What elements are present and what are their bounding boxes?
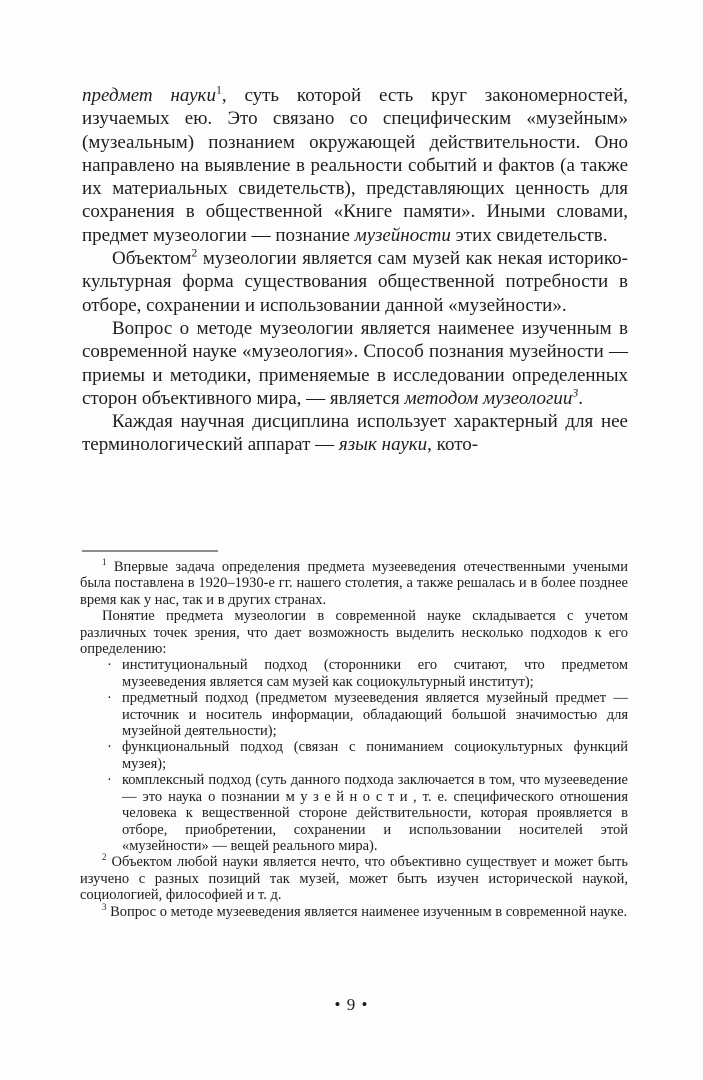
bullet-item xyxy=(80,690,628,739)
bullet-icon: · xyxy=(107,690,112,707)
text-segment: музеологии является сам музей как некая историко-культурная форма существования общественной потребности в отборе, сохранении и использовании данной «музейности». xyxy=(82,248,628,316)
footnote-separator xyxy=(82,550,218,552)
body-paragraph xyxy=(82,84,628,247)
text-segment: Вопрос о методе музеологии является наименее изученным в современной науке «музеология». Способ познания музейности — приемы и методики, применяемые в исследовании определенных сторон объективного мира, — является xyxy=(82,317,628,409)
footnote-paragraph xyxy=(80,559,628,608)
text-segment: комплексный подход (суть данного подхода заключается в том, что музееведение — это наука о познании xyxy=(122,772,628,805)
text-segment: Каждая научная дисциплина использует характерный для нее терминологический аппарат — xyxy=(82,411,628,456)
body-paragraph xyxy=(82,317,628,410)
footnote-marker: 2 xyxy=(191,246,198,260)
bullet-icon: · xyxy=(107,772,112,789)
bullet-icon: · xyxy=(107,739,112,756)
body-paragraph xyxy=(82,247,628,317)
text-segment: предметный подход (предметом музееведения является музейный предмет — источник и носитель информации, обладающий большой значимостью для музейной деятельности); xyxy=(122,690,628,740)
footnote-paragraph xyxy=(80,901,628,920)
text-segment: , т. е. специфического отношения человека к вещественной стороне действительности, которая проявляется в отборе, приобретении, сохранении и использовании носителей этой «музейности» — вещей реального мира). xyxy=(122,788,628,854)
text-segment: язык науки xyxy=(338,434,428,456)
footnote-marker: 2 xyxy=(102,852,107,863)
footnote-marker: 3 xyxy=(572,386,579,400)
text-segment: Вопрос о методе музееведения является наименее изученным в современной науке. xyxy=(106,903,628,920)
text-segment: институциональный подход (сторонники его считают, что предметом музееведения является сам музей как социокультурный институт); xyxy=(122,657,628,690)
bullet-item xyxy=(80,657,628,690)
text-segment: предмет науки xyxy=(82,85,216,106)
footnotes xyxy=(80,559,628,920)
text-segment: Впервые задача определения предмета музееведения отечественными учеными была поставлена в 1920–1930-е гг. нашего столетия, а также решалась и в более позднее время как у нас, так и в других странах. xyxy=(80,559,628,608)
text-segment: функциональный подход (связан с пониманием социокультурных функций музея); xyxy=(122,739,628,772)
text-segment: Понятие предмета музеологии в современной науке складывается с учетом различных точек зрения, что дает возможность выделить несколько подходов к его определению: xyxy=(80,608,628,658)
footnote-paragraph xyxy=(80,854,628,903)
text-segment: , суть которой есть круг закономерностей, изучаемых ею. Это связано со специфическим «музейным» (музеальным) познанием окружающей действительности. Оно направлено на выявление в реальности событий и фактов (а также их материальных свидетельств), представляющих ценность для сохранения в общественной «Книге памяти». Иными словами, предмет музеологии — познание xyxy=(82,85,628,246)
text-segment: Объектом любой науки является нечто, что объективно существует и может быть изучено с разных позиций так музей, может быть изучен исторической наукой, социологией, философией и т. д. xyxy=(80,854,628,904)
text-segment: этих свидетельств. xyxy=(450,224,608,246)
text-segment: . xyxy=(578,387,584,409)
footnote-paragraph xyxy=(80,608,628,657)
page-number: • 9 • xyxy=(334,995,369,1014)
body-text xyxy=(82,84,628,457)
bullet-icon: · xyxy=(107,657,112,674)
footnote-marker: 1 xyxy=(102,557,107,568)
footnote-marker: 1 xyxy=(215,83,222,97)
bullet-item xyxy=(80,772,628,854)
text-segment: музейности xyxy=(285,788,413,805)
footnote-marker: 3 xyxy=(102,901,107,912)
bullet-item xyxy=(80,739,628,772)
text-segment: , кото- xyxy=(427,434,479,456)
body-paragraph xyxy=(82,410,628,457)
text-segment: Объектом xyxy=(112,248,192,270)
text-segment: методом музеологии xyxy=(404,387,573,409)
text-segment: музейности xyxy=(354,224,451,246)
